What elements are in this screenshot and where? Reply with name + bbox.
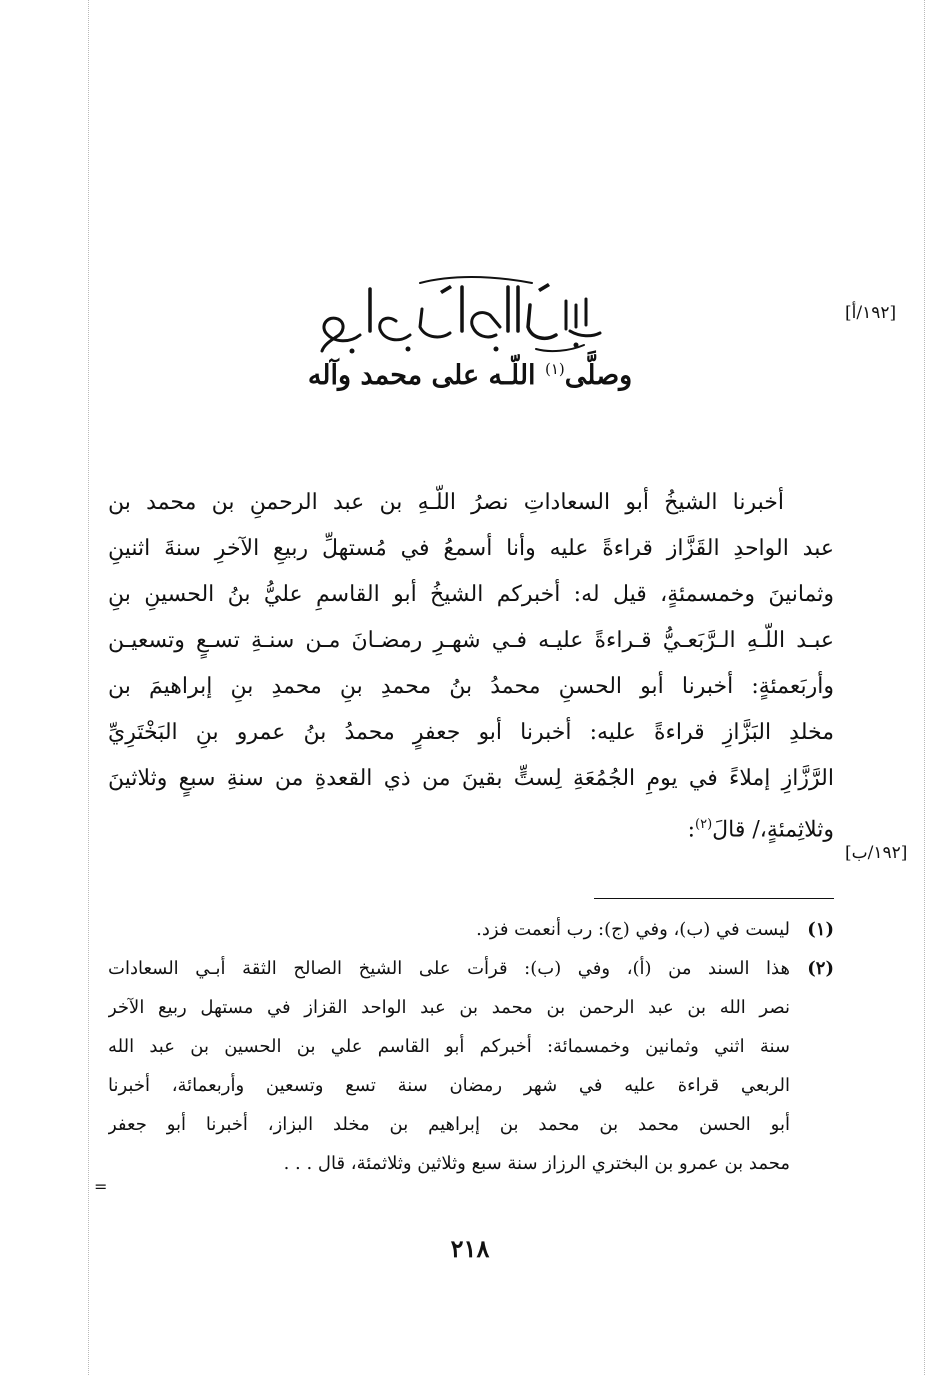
footnote-1 xyxy=(108,910,834,949)
heading-footnote-ref[interactable]: (١) xyxy=(544,360,565,378)
footnote-2-line: الربعي قراءة عليه في شهر رمضان سنة تسع وتسعين وأربعمائة، أخبرنا xyxy=(108,1075,790,1096)
footnotes xyxy=(108,910,834,1183)
text-line-last xyxy=(108,802,834,848)
footnote-2-text: هذا السند من (أ)، وفي (ب): قرأت على الشيخ الصالح الثقة أبـي السعادات xyxy=(108,958,790,979)
text-line: عبد الواحدِ القَزَّاز قراءةً عليه وأنا أسمعُ في مُستهلِّ ربيعِ الآخرِ سنةَ اثنينِ xyxy=(108,536,834,561)
text-line: وأربَعمئةٍ: أخبرنا أبو الحسنِ محمدُ بنُ محمدِ بنِ محمدِ بنِ إبراهيمَ بن xyxy=(108,674,834,699)
basmala-calligraphy xyxy=(300,265,620,355)
footnote-1-number: (١) xyxy=(807,919,834,940)
footnote-1-text: ليست في (ب)، وفي (ج): رب أنعمت فزد. xyxy=(476,919,790,940)
folio-marker-bottom: [١٩٢/ب] xyxy=(845,843,908,863)
text-footnote-ref[interactable]: (٢) xyxy=(695,817,713,832)
footnote-2-line: سنة اثني وثمانين وخمسمائة: أخبركم أبو القاسم علي بن الحسين بن عبد الله xyxy=(108,1036,790,1057)
text-line: وثمانينَ وخمسمئةٍ، قيل له: أخبركم الشيخُ أبو القاسمِ عليُّ بنُ الحسينِ بنِ xyxy=(108,582,834,607)
footnote-2-line: نصر الله بن عبد الرحمن بن محمد بن عبد الواحد القزاز في مستهل ربيع الآخر xyxy=(108,997,790,1018)
main-text xyxy=(108,480,834,848)
footnote-2-number: (٢) xyxy=(807,958,834,979)
page-number: ٢١٨ xyxy=(450,1234,490,1263)
text-line: الرَّزَّازِ إملاءً في يومِ الجُمُعَةِ لِستٍّ بقينَ من ذي القعدةِ من سنةِ سبعٍ وثلاثينَ xyxy=(108,766,834,791)
page-guide-left xyxy=(88,0,89,1375)
page-heading xyxy=(180,360,760,391)
text-line: مخلدِ البَزَّازِ قراءةً عليه: أخبرنا أبو جعفرٍ محمدُ بنُ عمرو بنِ البَخْتَرِيِّ xyxy=(108,720,834,745)
heading-start: وصلَّى xyxy=(564,360,633,391)
text-line-last-tail: : xyxy=(687,817,695,843)
page-guide-right xyxy=(924,0,925,1375)
footnote-2 xyxy=(108,949,834,988)
folio-marker-top: [١٩٢/أ] xyxy=(845,303,897,323)
text-line: أخبرنا الشيخُ أبو السعاداتِ نصرُ اللّـهِ بن عبد الرحمنِ بن محمد بن xyxy=(108,490,784,515)
footnote-2-line: محمد بن عمرو بن البختري الرزاز سنة سبع وثلاثين وثلاثمئة، قال . . . xyxy=(283,1153,790,1174)
footnote-continuation-mark: = xyxy=(94,1177,108,1196)
heading-end: اللّـه على محمد وآله xyxy=(307,360,536,391)
text-line-last-body: وثلاثِمئةٍ،/ قالَ xyxy=(712,817,834,843)
footnote-2-line: أبو الحسن محمد بن محمد بن إبراهيم بن مخلد البزاز، أخبرنا أبو جعفر xyxy=(108,1114,790,1135)
footnote-separator xyxy=(594,898,834,899)
text-line: عبـد اللّـهِ الـرَّبَعـيُّ قـراءةً عليـه فـي شهـرِ رمضـانَ مـن سنـةِ تسـعٍ وتسعيـن xyxy=(108,628,834,653)
